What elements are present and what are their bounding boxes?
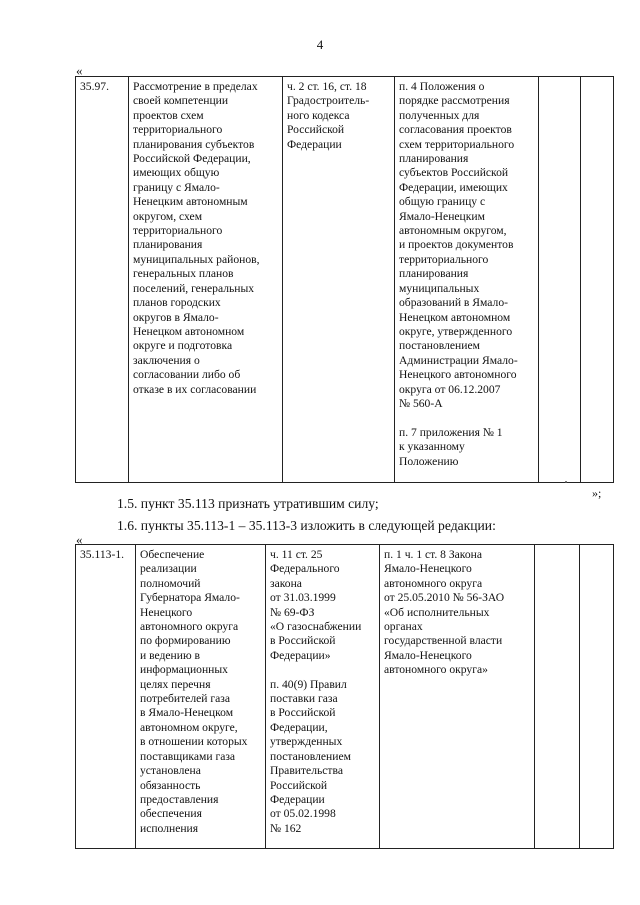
amendment-1-6: 1.6. пункты 35.113-1 – 35.113-3 изложить в следующей редакции: xyxy=(117,518,496,533)
table-row xyxy=(76,77,614,483)
open-quote: « xyxy=(76,63,83,78)
row-number-cell: 35.97. xyxy=(76,77,129,483)
functions-table-1 xyxy=(75,76,614,483)
open-quote-2: « xyxy=(76,532,83,547)
page-number: 4 xyxy=(316,37,324,52)
regional-basis-cell: п. 4 Положения о порядке рассмотрения полученных для согласования проектов схем территориального планирования субъектов Российской Федерации, имеющих общую границу с Ямало-Ненецким автономным округом, и проектов документов территориального планирования муниципальных образований в Ямало- Ненецком автономном округе, утвержденного постановлением Администрации Ямало- Ненецкого автономного округа от 06.12.2007 № 560-А п. 7 приложения № 1 к указанному Положению xyxy=(395,77,539,483)
row-number-cell: 35.113-1. xyxy=(76,545,136,849)
empty-cell xyxy=(539,77,581,483)
close-quote: »; xyxy=(592,486,602,500)
function-name-cell: Обеспечение реализации полномочий Губернатора Ямало- Ненецкого автономного округа по формированию и ведению в информационных целях перечня потребителей газа в Ямало-Ненецком автономном округе, в отношении которых поставщиками газа установлена обязанность предоставления обеспечения исполнения xyxy=(136,545,266,849)
empty-cell xyxy=(581,77,614,483)
regional-basis-cell: п. 1 ч. 1 ст. 8 Закона Ямало-Ненецкого автономного округа от 25.05.2010 № 56-ЗАО «Об исполнительных органах государственной власти Ямало-Ненецкого автономного округа» xyxy=(380,545,535,849)
function-name-cell: Рассмотрение в пределах своей компетенции проектов схем территориального планирования субъектов Российской Федерации, имеющих общую границу с Ямало- Ненецким автономным округом, схем территориального планирования муниципальных районов, генеральных планов поселений, генеральных планов городских округов в Ямало- Ненецком автономном округе и подготовка заключения о согласовании либо об отказе в их согласовании xyxy=(129,77,283,483)
empty-cell xyxy=(535,545,580,849)
functions-table-2 xyxy=(75,544,614,849)
amendment-1-5: 1.5. пункт 35.113 признать утратившим силу; xyxy=(117,496,379,511)
federal-basis-cell: ч. 11 ст. 25 Федерального закона от 31.03.1999 № 69-ФЗ «О газоснабжении в Российской Федерации» п. 40(9) Правил поставки газа в Российской Федерации, утвержденных постановлением Правительства Российской Федерации от 05.02.1998 № 162 xyxy=(266,545,380,849)
federal-basis-cell: ч. 2 ст. 16, ст. 18 Градостроитель- ного кодекса Российской Федерации xyxy=(283,77,395,483)
empty-cell xyxy=(580,545,614,849)
table-row xyxy=(76,545,614,849)
scan-artifact xyxy=(565,481,567,483)
